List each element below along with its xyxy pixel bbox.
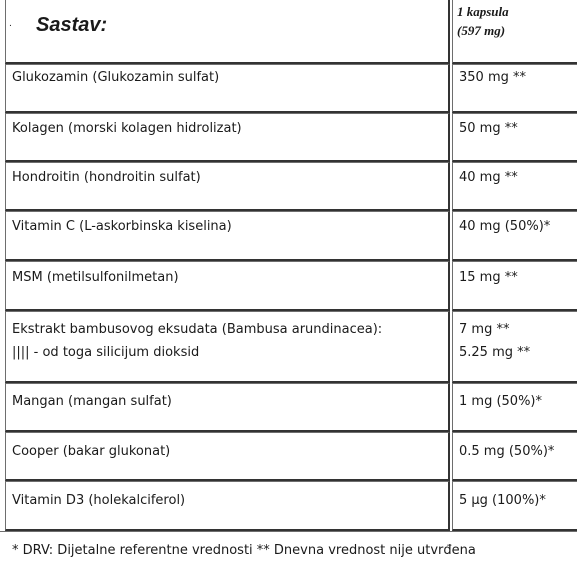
- header-tick-mark: .: [9, 19, 12, 29]
- table-row: [0, 481, 577, 531]
- ingredient-amount: 350 mg **: [459, 70, 526, 85]
- ingredient-name: Vitamin D3 (holekalciferol): [12, 493, 186, 508]
- ingredient-name: Ekstrakt bambusovog eksudata (Bambusa arundinacea):: [12, 322, 383, 337]
- table-row: [0, 64, 577, 113]
- ingredient-cell: [5, 481, 450, 531]
- ingredient-name: Vitamin C (L-askorbinska kiselina): [12, 219, 232, 234]
- ingredient-amount: 5 µg (100%)*: [459, 493, 546, 508]
- ingredient-subamount: 5.25 mg **: [459, 345, 531, 360]
- ingredient-cell: [5, 261, 450, 311]
- ingredient-name: Hondroitin (hondroitin sulfat): [12, 170, 201, 185]
- table-row: [0, 383, 577, 432]
- serving-size-label: [457, 2, 509, 40]
- serving-size-line1: 1 kapsula: [457, 4, 509, 19]
- ingredient-cell: [5, 211, 450, 261]
- amount-cell: [452, 162, 577, 211]
- table-row: [0, 162, 577, 211]
- ingredient-amount: 50 mg **: [459, 121, 518, 136]
- amount-cell: [452, 481, 577, 531]
- table-row: [0, 113, 577, 162]
- footnote-text: * DRV: Dijetalne referentne vrednosti ** Dnevna vrednost nije utvrđena: [12, 543, 476, 558]
- amount-cell: [452, 64, 577, 113]
- header-serving-cell: [452, 0, 577, 64]
- ingredient-amount: 1 mg (50%)*: [459, 394, 542, 409]
- serving-size-line2: (597 mg): [457, 23, 506, 38]
- ingredient-name: Glukozamin (Glukozamin sulfat): [12, 70, 220, 85]
- ingredient-amount: 15 mg **: [459, 270, 518, 285]
- table-header-row: [0, 0, 577, 64]
- ingredient-cell: [5, 64, 450, 113]
- table-row: [0, 311, 577, 383]
- amount-cell: [452, 432, 577, 481]
- amount-cell: [452, 211, 577, 261]
- ingredient-cell: [5, 162, 450, 211]
- ingredient-amount: 0.5 mg (50%)*: [459, 444, 555, 459]
- ingredient-name: Kolagen (morski kolagen hidrolizat): [12, 121, 242, 136]
- ingredient-subname: |||| - od toga silicijum dioksid: [12, 345, 200, 360]
- ingredient-name: MSM (metilsulfonilmetan): [12, 270, 179, 285]
- ingredient-name: Cooper (bakar glukonat): [12, 444, 171, 459]
- amount-cell: [452, 261, 577, 311]
- ingredient-amount: 40 mg **: [459, 170, 518, 185]
- amount-cell: [452, 113, 577, 162]
- table-row: [0, 261, 577, 311]
- ingredient-cell: [5, 311, 450, 383]
- header-title-cell: [5, 0, 450, 64]
- ingredient-amount: 40 mg (50%)*: [459, 219, 551, 234]
- ingredient-amount: 7 mg **: [459, 322, 510, 337]
- amount-cell: [452, 311, 577, 383]
- ingredient-cell: [5, 113, 450, 162]
- table-row: [0, 432, 577, 481]
- amount-cell: [452, 383, 577, 432]
- ingredient-cell: [5, 432, 450, 481]
- table-title: Sastav:: [36, 14, 108, 36]
- table-footer: [0, 531, 577, 577]
- ingredient-cell: [5, 383, 450, 432]
- table-row: [0, 211, 577, 261]
- ingredient-name: Mangan (mangan sulfat): [12, 394, 172, 409]
